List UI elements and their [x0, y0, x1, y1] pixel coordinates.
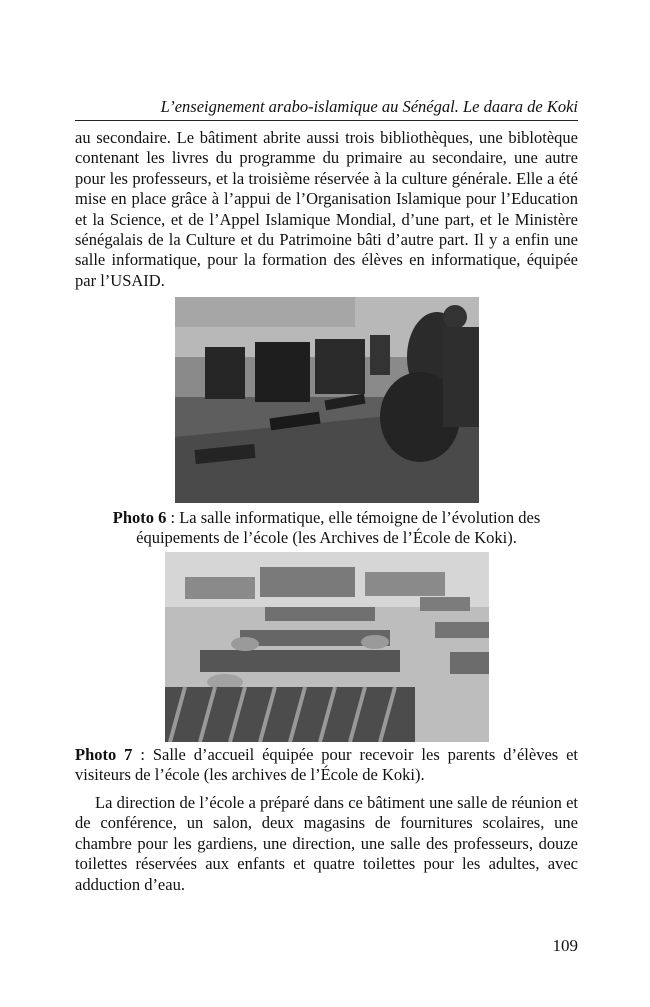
running-header: L’enseignement arabo-islamique au Sénégal. Le daara de Koki — [160, 97, 578, 116]
document-page — [75, 0, 578, 1007]
caption-text: : Salle d’accueil équipée pour recevoir les parents d’élèves et visiteurs de l’école (les archives de l’École de Koki). — [75, 745, 579, 785]
header-rule — [75, 120, 578, 121]
caption-photo-7 — [75, 745, 578, 786]
caption-label: Photo 7 — [75, 745, 133, 764]
caption-label: Photo 6 — [112, 508, 167, 527]
page-number: 109 — [552, 936, 578, 955]
paragraph-1: au secondaire. Le bâtiment abrite aussi trois bibliothèques, une biblotèque contenant les livres du programme du primaire au secondaire, une autre pour les professeurs, et la troisième réservée à la culture générale. Elle a été mise en place grâce à l’appui de l’Organisation Islamique pour l’Education et la Science, et de l’Appel Islamique Mondial, d’une part, et le Ministère sénégalais de la Culture et du Patrimoine bâti d’autre part. Il y a enfin une salle informatique, pour la formation des élèves en informatique, équipée par l’USAID. — [75, 128, 578, 290]
photo-reception-room — [165, 552, 489, 742]
photo-computer-room — [175, 297, 479, 503]
paragraph-2: La direction de l’école a préparé dans ce bâtiment une salle de réunion et de conférence, un salon, deux magasins de fournitures scolaires, une chambre pour les gardiens, une direction, une salle des professeurs, douze toilettes réservées aux enfants et quatre toilettes pour les adultes, avec adduction d’eau. — [75, 793, 578, 894]
caption-text: : La salle informatique, elle témoigne de l’évolution des équipements de l’école (les Archives de l’École de Koki). — [136, 508, 541, 548]
caption-photo-6 — [75, 508, 578, 549]
